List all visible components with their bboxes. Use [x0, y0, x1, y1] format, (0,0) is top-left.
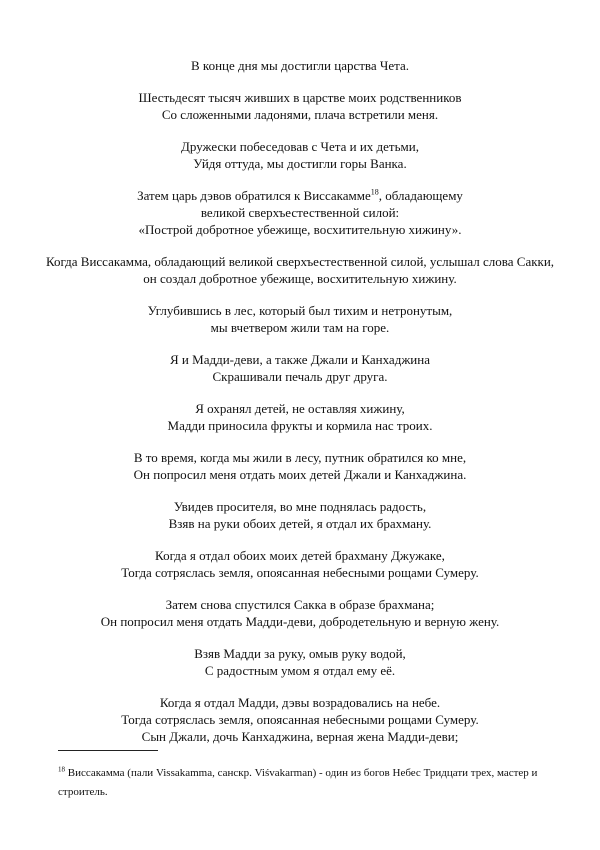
- stanza: [40, 694, 560, 745]
- stanza: [40, 89, 560, 123]
- footnote-reference[interactable]: 18: [370, 187, 379, 197]
- verse-line: Он попросил меня отдать Мадди-деви, добродетельную и верную жену.: [100, 614, 500, 629]
- verse-line-text-continued: , обладающему: [378, 188, 463, 203]
- verse-line: Дружески побеседовав с Чета и их детьми,: [181, 139, 419, 154]
- footnote: [58, 764, 548, 802]
- verse-line: Я охранял детей, не оставляя хижину,: [195, 401, 405, 416]
- poem-body: [40, 57, 560, 760]
- verse-line: Тогда сотряслась земля, опоясанная небесными рощами Сумеру.: [121, 712, 479, 727]
- verse-line: Тогда сотряслась земля, опоясанная небесными рощами Сумеру.: [121, 565, 479, 580]
- verse-line: Уйдя оттуда, мы достигли горы Ванка.: [193, 156, 407, 171]
- stanza: [40, 498, 560, 532]
- verse-line: Затем снова спустился Сакка в образе брахмана;: [165, 597, 435, 612]
- verse-line: Углубившись в лес, который был тихим и нетронутым,: [147, 303, 453, 318]
- verse-line: мы вчетвером жили там на горе.: [210, 320, 390, 335]
- stanza: [40, 400, 560, 434]
- stanza: [40, 138, 560, 172]
- verse-line: Когда я отдал обоих моих детей брахману Джужаке,: [155, 548, 445, 563]
- verse-line-text: Затем царь дэвов обратился к Виссакамме: [137, 188, 371, 203]
- stanza: [40, 302, 560, 336]
- verse-line: Скрашивали печаль друг друга.: [212, 369, 388, 384]
- verse-line: Увидев просителя, во мне поднялась радость,: [173, 499, 427, 514]
- footnote-divider: [58, 750, 158, 751]
- verse-line: Со сложенными ладонями, плача встретили меня.: [161, 107, 439, 122]
- verse-line: Взяв на руки обоих детей, я отдал их брахману.: [168, 516, 432, 531]
- verse-line: «Построй добротное убежище, восхитительную хижину».: [138, 222, 462, 237]
- stanza: [40, 187, 560, 238]
- stanza: [40, 449, 560, 483]
- verse-line: В конце дня мы достигли царства Чета.: [191, 58, 409, 73]
- stanza: [40, 253, 560, 287]
- verse-line: великой сверхъестественной силой:: [200, 205, 400, 220]
- stanza: [40, 57, 560, 74]
- verse-line: Взяв Мадди за руку, омыв руку водой,: [194, 646, 406, 661]
- verse-line-with-footnote: [40, 187, 560, 204]
- verse-line: Когда я отдал Мадди, дэвы возрадовались на небе.: [159, 695, 441, 710]
- verse-line: Когда Виссакамма, обладающий великой сверхъестественной силой, услышал слова Сакки, он создал добротное убежище, восхитительную хижину.: [45, 254, 555, 286]
- stanza: [40, 645, 560, 679]
- verse-line: Он попросил меня отдать моих детей Джали и Канхаджина.: [133, 467, 467, 482]
- verse-line: С радостным умом я отдал ему её.: [204, 663, 396, 678]
- stanza: [40, 547, 560, 581]
- verse-line: Я и Мадди-деви, а также Джали и Канхаджина: [170, 352, 430, 367]
- stanza: [40, 351, 560, 385]
- stanza: [40, 596, 560, 630]
- verse-line: Шестьдесят тысяч живших в царстве моих родственников: [138, 90, 462, 105]
- verse-line: Сын Джали, дочь Канхаджина, верная жена Мадди-деви;: [141, 729, 459, 744]
- footnote-number: 18: [58, 765, 65, 774]
- verse-line: В то время, когда мы жили в лесу, путник обратился ко мне,: [133, 450, 467, 465]
- verse-line: Мадди приносила фрукты и кормила нас троих.: [167, 418, 433, 433]
- footnote-text: Виссакамма (пали Vissakamma, санскр. Viśvakarman) - один из богов Небес Тридцати трех, мастер и строитель.: [58, 767, 538, 798]
